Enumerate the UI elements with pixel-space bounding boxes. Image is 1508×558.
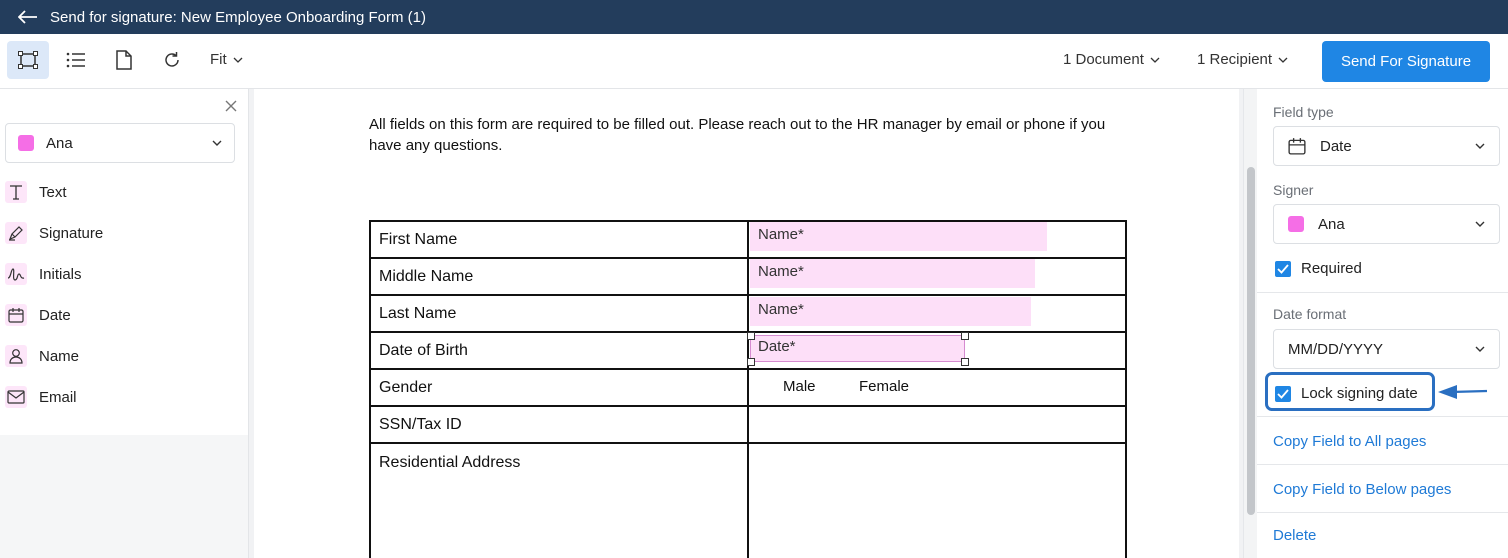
chevron-down-icon [1475,143,1485,149]
chevron-down-icon [1475,346,1485,352]
row-label: Last Name [370,295,748,332]
signer-select[interactable] [5,123,235,163]
field-item-label: Signature [39,224,104,242]
close-icon[interactable] [222,97,240,115]
form-instructions: All fields on this form are required to be filled out. Please reach out to the HR manager by email or phone if you have any questions. [369,116,1106,154]
field-item-name[interactable] [5,341,79,371]
divider [1257,512,1508,513]
chevron-down-icon [233,57,243,63]
placed-name-field-last[interactable]: Name* [750,297,1031,326]
field-item-initials[interactable] [5,259,82,289]
row-value-cell [748,406,1126,443]
field-type-select[interactable] [1273,126,1500,166]
calendar-icon [1288,137,1306,155]
placed-name-field-middle[interactable]: Name* [750,259,1035,288]
send-for-signature-button[interactable]: Send For Signature [1322,41,1490,82]
field-item-label: Name [39,347,80,365]
document-page [254,89,1239,558]
chevron-down-icon [212,140,222,146]
required-label: Required [1301,260,1362,277]
field-palette [0,89,248,435]
signer-name: Ana [46,134,73,152]
recipients-dropdown[interactable] [1197,51,1288,68]
divider [1257,292,1508,293]
zoom-fit-label: Fit [210,51,227,68]
date-format-select[interactable] [1273,329,1500,369]
field-item-email[interactable] [5,382,77,412]
field-item-label: Initials [39,265,82,283]
recipients-label: 1 Recipient [1197,51,1273,68]
resize-handle[interactable] [961,358,969,366]
zoom-fit-dropdown[interactable] [210,51,243,68]
row-value-cell [748,443,1126,558]
signer-color-swatch [18,135,34,151]
copy-field-all-pages-link[interactable]: Copy Field to All pages [1273,433,1427,450]
placed-date-field[interactable]: Date* [750,335,965,362]
initials-icon [5,263,27,285]
date-format-value: MM/DD/YYYY [1288,340,1384,358]
field-item-label: Date [39,306,71,324]
list-view-button[interactable] [55,41,97,79]
signer-value: Ana [1318,215,1345,233]
field-type-label: Field type [1273,104,1334,120]
document-view-button[interactable] [103,41,145,79]
check-icon [1275,261,1291,277]
date-format-label: Date format [1273,306,1347,322]
page-title: Send for signature: New Employee Onboarding Form (1) [50,8,427,26]
documents-dropdown[interactable] [1063,51,1160,68]
scrollbar-thumb[interactable] [1247,167,1255,515]
pointer-arrow-icon [1437,382,1489,402]
row-label: SSN/Tax ID [370,406,748,443]
row-label: Gender [370,369,748,406]
document-icon [116,50,132,70]
row-label: Date of Birth [370,332,748,369]
gender-option-female: Female [859,378,910,395]
field-item-label: Email [39,388,77,406]
resize-handle[interactable] [747,332,755,340]
envelope-icon [5,386,27,408]
signer-color-swatch [1288,216,1304,232]
row-label: Residential Address [370,443,748,558]
check-icon [1275,386,1291,402]
field-item-text[interactable] [5,177,67,207]
row-label: First Name [370,221,748,258]
field-type-value: Date [1320,137,1352,155]
pen-icon [5,222,27,244]
document-canvas [249,89,1243,558]
divider [1257,416,1508,417]
signer-label: Signer [1273,182,1314,198]
required-checkbox[interactable] [1275,260,1362,277]
selected-field-outline [750,335,965,362]
title-bar [0,0,1508,34]
placed-name-field-first[interactable]: Name* [750,222,1047,251]
lock-signing-date-label: Lock signing date [1301,385,1418,402]
list-icon [66,52,86,68]
field-item-date[interactable] [5,300,71,330]
text-icon [5,181,27,203]
back-arrow-icon[interactable] [8,0,48,34]
field-placement-tool-button[interactable] [7,41,49,79]
gender-option-male: Male [783,378,816,395]
divider [1257,464,1508,465]
resize-handle[interactable] [961,332,969,340]
lock-signing-date-checkbox[interactable] [1275,385,1418,402]
table-row [370,443,1126,558]
toolbar [0,34,1508,89]
resize-handle[interactable] [747,358,755,366]
chevron-down-icon [1278,57,1288,63]
field-palette-sidebar [0,89,249,558]
field-item-label: Text [39,183,67,201]
person-icon [5,345,27,367]
chevron-down-icon [1475,221,1485,227]
signer-select-panel[interactable] [1273,204,1500,244]
rotate-button[interactable] [151,41,193,79]
chevron-down-icon [1150,57,1160,63]
table-row [370,369,1126,406]
calendar-icon [5,304,27,326]
field-properties-panel [1257,89,1508,558]
documents-label: 1 Document [1063,51,1144,68]
select-frame-icon [17,51,39,69]
document-scrollbar[interactable] [1243,89,1257,558]
table-row [370,406,1126,443]
row-label: Middle Name [370,258,748,295]
copy-field-below-pages-link[interactable]: Copy Field to Below pages [1273,481,1452,498]
field-item-signature[interactable] [5,218,103,248]
delete-field-link[interactable]: Delete [1273,527,1317,544]
rotate-icon [163,51,181,69]
